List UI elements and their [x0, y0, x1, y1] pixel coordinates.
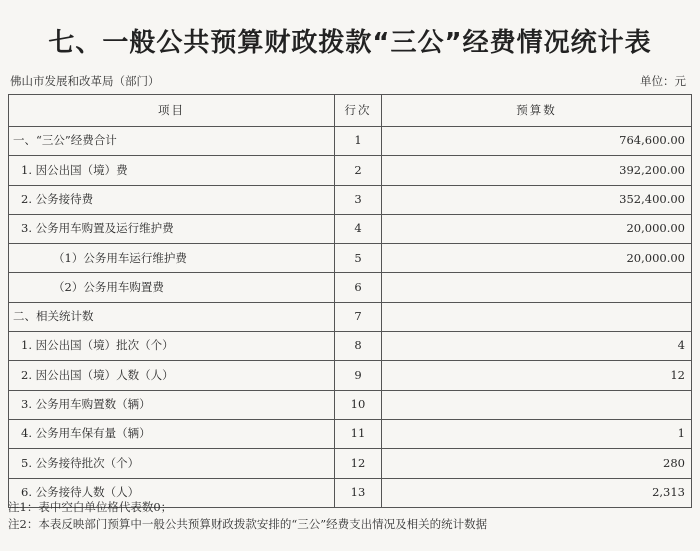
table-header-row — [9, 95, 692, 127]
table-row — [9, 156, 692, 185]
row-item-label: 5. 公务接待批次（个） — [9, 449, 335, 478]
row-number: 6 — [335, 273, 382, 302]
table-row — [9, 449, 692, 478]
page-title: 七、一般公共预算财政拨款“三公”经费情况统计表 — [48, 28, 652, 58]
row-number: 10 — [335, 390, 382, 419]
row-budget-amount — [382, 390, 692, 419]
table-row — [9, 302, 692, 331]
row-budget-amount: 280 — [382, 449, 692, 478]
header-budget: 预算数 — [382, 95, 692, 127]
row-budget-amount — [382, 273, 692, 302]
header-row-number: 行次 — [335, 95, 382, 127]
row-number: 4 — [335, 214, 382, 243]
row-item-label: 4. 公务用车保有量（辆） — [9, 419, 335, 448]
table-row — [9, 361, 692, 390]
row-budget-amount: 352,400.00 — [382, 185, 692, 214]
table-row — [9, 332, 692, 361]
row-number: 7 — [335, 302, 382, 331]
table-row — [9, 127, 692, 156]
note-1: 注1：表中空白单位格代表数0； — [8, 500, 173, 514]
row-budget-amount: 392,200.00 — [382, 156, 692, 185]
row-item-label: 二、相关统计数 — [9, 302, 335, 331]
header-item: 项目 — [9, 95, 335, 127]
row-item-label: 2. 因公出国（境）人数（人） — [9, 361, 335, 390]
table-row — [9, 419, 692, 448]
row-number: 13 — [335, 478, 382, 507]
row-item-label: 3. 公务用车购置数（辆） — [9, 390, 335, 419]
table-row — [9, 185, 692, 214]
row-budget-amount: 4 — [382, 332, 692, 361]
row-item-label: 3. 公务用车购置及运行维护费 — [9, 214, 335, 243]
table-row — [9, 273, 692, 302]
row-budget-amount: 20,000.00 — [382, 214, 692, 243]
row-number: 9 — [335, 361, 382, 390]
row-number: 5 — [335, 244, 382, 273]
row-number: 3 — [335, 185, 382, 214]
row-number: 2 — [335, 156, 382, 185]
row-budget-amount — [382, 302, 692, 331]
row-item-label: 1. 因公出国（境）费 — [9, 156, 335, 185]
row-budget-amount: 2,313 — [382, 478, 692, 507]
table-row — [9, 244, 692, 273]
row-budget-amount: 20,000.00 — [382, 244, 692, 273]
row-number: 8 — [335, 332, 382, 361]
row-budget-amount: 1 — [382, 419, 692, 448]
row-number: 1 — [335, 127, 382, 156]
row-item-label: 一、“三公”经费合计 — [9, 127, 335, 156]
row-budget-amount: 12 — [382, 361, 692, 390]
row-item-label: （2）公务用车购置费 — [9, 273, 335, 302]
table-row — [9, 214, 692, 243]
row-item-label: （1）公务用车运行维护费 — [9, 244, 335, 273]
table-row — [9, 390, 692, 419]
three-public-expenses-table — [8, 94, 692, 508]
row-item-label: 6. 公务接待人数（人） — [9, 478, 335, 507]
row-number: 11 — [335, 419, 382, 448]
unit-label: 单位：元 — [640, 74, 686, 88]
department-name: 佛山市发展和改革局（部门） — [10, 74, 160, 88]
row-number: 12 — [335, 449, 382, 478]
row-budget-amount: 764,600.00 — [382, 127, 692, 156]
table-notes — [8, 499, 487, 533]
note-2: 注2：本表反映部门预算中一般公共预算财政拨款安排的“三公”经费支出情况及相关的统计数据 — [8, 517, 488, 531]
row-item-label: 1. 因公出国（境）批次（个） — [9, 332, 335, 361]
row-item-label: 2. 公务接待费 — [9, 185, 335, 214]
